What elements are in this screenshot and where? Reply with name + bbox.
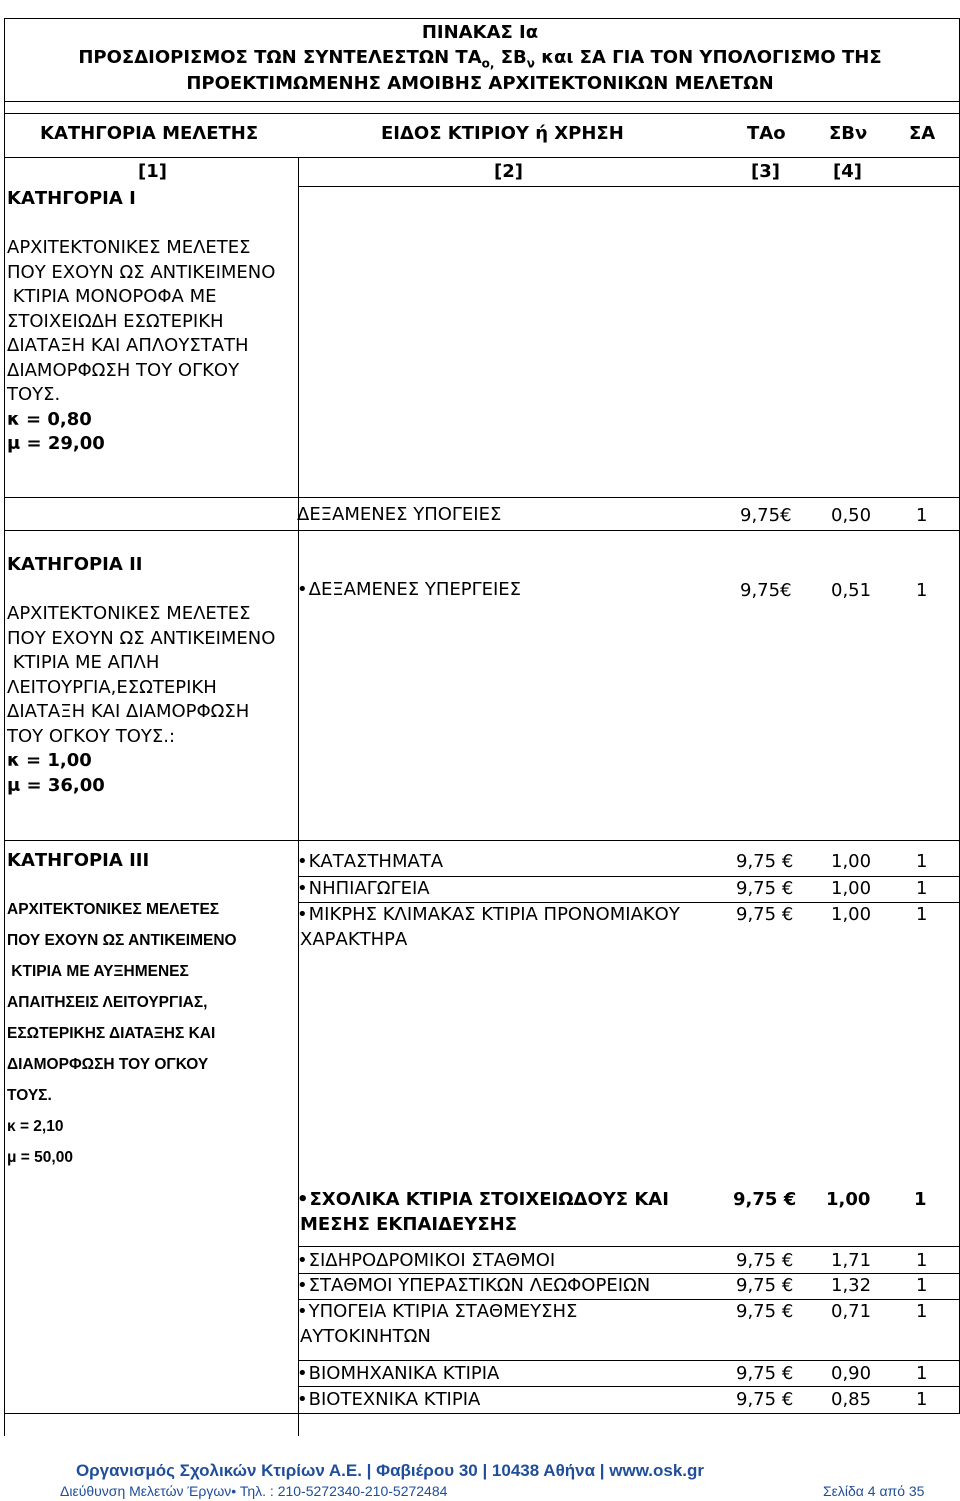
subtitle-part-c: και ΣΑ ΓΙΑ ΤΟΝ ΥΠΟΛΟΓΙΣΜΟ ΤΗΣ — [534, 47, 882, 68]
cat3-line: ΑΠΑΙΤΗΣΕΙΣ ΛΕΙΤΟΥΡΓΙΑΣ, — [7, 994, 208, 1011]
cat3-row-4-tao — [733, 1189, 796, 1210]
title-bottom-rule — [4, 101, 960, 102]
cat3-row-5-name: • ΣΙΔΗΡΟΔΡΟΜΙΚΟΙ ΣΤΑΘΜΟΙ — [297, 1249, 555, 1274]
row-name-line: ΧΑΡΑΚΤΗΡΑ — [300, 928, 408, 950]
euro-icon: € — [781, 1275, 794, 1296]
table-bottom-rule — [4, 1413, 960, 1414]
cat3-row-9-sbv: 0,85 — [831, 1389, 872, 1410]
cat3-title: ΚΑΤΗΓΟΡΙΑ ΙΙΙ — [7, 850, 150, 871]
cat3-row-6-tao — [736, 1275, 793, 1296]
table-top-border — [4, 18, 960, 19]
cat3-k: κ = 2,10 — [7, 1118, 64, 1135]
cat3-row-rule-3 — [298, 1246, 960, 1247]
cat3-row-7-sbv: 0,71 — [831, 1301, 872, 1322]
colnum-bottom-rule — [298, 186, 960, 187]
cat2-row1-rule — [4, 530, 960, 531]
cat2-description — [7, 602, 275, 798]
row-name-line: • ΣΧΟΛΙΚΑ ΚΤΙΡΙΑ ΣΤΟΙΧΕΙΩΔΟΥΣ ΚΑΙ — [297, 1188, 669, 1213]
header-category: ΚΑΤΗΓΟΡΙΑ ΜΕΛΕΤΗΣ — [40, 123, 259, 144]
euro-icon: € — [783, 1189, 797, 1210]
cat2-m: μ = 36,00 — [7, 774, 105, 796]
tao-value: 9,75 — [740, 580, 781, 601]
cat3-row-2-name: • ΝΗΠΙΑΓΩΓΕΙΑ — [297, 877, 430, 902]
cat3-row-2-tao — [736, 878, 793, 899]
cat2-row-2-sa: 1 — [916, 580, 928, 601]
cat3-row-4-sa: 1 — [914, 1189, 927, 1210]
cat3-row-8-sbv: 0,90 — [831, 1363, 872, 1384]
colnum-4: [4] — [833, 161, 862, 182]
tao-value: 9,75 — [740, 505, 781, 526]
cat3-row-3-sa: 1 — [916, 904, 928, 925]
tao-value: 9,75 — [736, 851, 777, 872]
cat3-line: ΠΟΥ ΕΧΟΥΝ ΩΣ ΑΝΤΙΚΕΙΜΕΝΟ — [7, 932, 237, 949]
cat3-row-5-sa: 1 — [916, 1250, 928, 1271]
cat3-row-7-tao — [736, 1301, 793, 1322]
row-name-line: ΑΥΤΟΚΙΝΗΤΩΝ — [300, 1325, 431, 1347]
table-title: ΠΙΝΑΚΑΣ Ια — [421, 22, 539, 43]
tao-value: 9,75 — [736, 878, 777, 899]
cat3-row-5-sbv: 1,71 — [831, 1250, 872, 1271]
cat3-row-3-tao — [736, 904, 793, 925]
header-bottom-rule — [4, 157, 960, 158]
row-name-line: • ΜΙΚΡΗΣ ΚΛΙΜΑΚΑΣ ΚΤΙΡΙΑ ΠΡΟΝΟΜΙΑΚΟΥ — [297, 903, 680, 928]
table-left-border — [4, 18, 5, 1436]
cat1-m: μ = 29,00 — [7, 433, 105, 454]
cat1-k: κ = 0,80 — [7, 408, 92, 430]
subtitle-part-b: ΣΒ — [494, 47, 527, 68]
cat3-row-1-name: • ΚΑΤΑΣΤΗΜΑΤΑ — [297, 850, 443, 875]
table-subtitle-line3: ΠΡΟΕΚΤΙΜΩΜΕΝΗΣ ΑΜΟΙΒΗΣ ΑΡΧΙΤΕΚΤΟΝΙΚΩΝ ΜΕΛΕΤΩΝ — [186, 73, 774, 94]
cat2-row-2-sbv: 0,51 — [831, 580, 872, 601]
cat3-row-6-sbv: 1,32 — [831, 1275, 872, 1296]
cat3-line: ΚΤΙΡΙΑ ΜΕ ΑΥΞΗΜΕΝΕΣ — [7, 963, 189, 980]
tao-value: 9,75 — [736, 1301, 777, 1322]
cat2-line: ΤΟΥ ΟΓΚΟΥ ΤΟΥΣ.: — [7, 725, 176, 747]
cat1-line: ΔΙΑΜΟΡΦΩΣΗ ΤΟΥ ΟΓΚΟΥ — [7, 359, 240, 381]
cat3-row-6-name: • ΣΤΑΘΜΟΙ ΥΠΕΡΑΣΤΙΚΩΝ ΛΕΩΦΟΡΕΙΩΝ — [297, 1274, 650, 1299]
header-tao: ΤΑο — [747, 123, 786, 144]
euro-icon: € — [781, 851, 794, 872]
cat3-row-5-tao — [736, 1250, 793, 1271]
cat2-row-1-tao — [740, 505, 792, 526]
row-name-line: ΜΕΣΗΣ ΕΚΠΑΙΔΕΥΣΗΣ — [300, 1213, 517, 1235]
cat3-description — [7, 894, 237, 1173]
cat1-line: ΤΟΥΣ. — [7, 384, 61, 405]
cat3-row-9-sa: 1 — [916, 1389, 928, 1410]
tao-value: 9,75 — [736, 1363, 777, 1384]
cat3-row-1-sbv: 1,00 — [831, 851, 872, 872]
euro-icon: € — [781, 1389, 794, 1410]
footer-page-number: Σελίδα 4 από 35 — [823, 1483, 925, 1499]
cat1-line: ΑΡΧΙΤΕΚΤΟΝΙΚΕΣ ΜΕΛΕΤΕΣ — [7, 237, 251, 258]
cat2-bottom-rule — [4, 840, 960, 841]
euro-icon: € — [780, 580, 792, 601]
cat3-row-9-tao — [736, 1389, 793, 1410]
cat2-row-1-name: ΔΕΞΑΜΕΝΕΣ ΥΠΟΓΕΙΕΣ — [297, 504, 502, 525]
footer-department: Διεύθυνση Μελετών Έργων• Τηλ. : 210-5272340-210-5272484 — [60, 1483, 448, 1499]
cat1-line: ΚΤΙΡΙΑ ΜΟΝΟΡΟΦΑ ΜΕ — [7, 286, 217, 307]
cat2-line: ΛΕΙΤΟΥΡΓΙΑ,ΕΣΩΤΕΡΙΚΗ — [7, 676, 217, 698]
cat2-title: ΚΑΤΗΓΟΡΙΑ ΙΙ — [7, 554, 143, 575]
cat1-bottom-rule — [4, 497, 960, 498]
cat3-line: ΤΟΥΣ. — [7, 1087, 52, 1104]
header-sa: ΣΑ — [909, 123, 936, 144]
cat3-row-rule-6 — [298, 1360, 960, 1361]
euro-icon: € — [781, 1250, 794, 1271]
euro-icon: € — [781, 904, 794, 925]
cat1-title: ΚΑΤΗΓΟΡΙΑ Ι — [7, 188, 136, 209]
cat3-line: ΑΡΧΙΤΕΚΤΟΝΙΚΕΣ ΜΕΛΕΤΕΣ — [7, 901, 220, 918]
cat2-row-2-tao — [740, 580, 792, 601]
cat1-description — [7, 236, 275, 457]
column-divider — [298, 157, 299, 1436]
cat3-row-8-sa: 1 — [916, 1363, 928, 1384]
cat3-row-8-tao — [736, 1363, 793, 1384]
cat3-row-1-tao — [736, 851, 793, 872]
footer-organization: Οργανισμός Σχολικών Κτιρίων Α.Ε. | Φαβιέρου 30 | 10438 Αθήνα | www.osk.gr — [75, 1461, 705, 1480]
colnum-3: [3] — [751, 161, 780, 182]
tao-value: 9,75 — [736, 1250, 777, 1271]
tao-value: 9,75 — [736, 1389, 777, 1410]
cat2-row-1-sbv: 0,50 — [831, 505, 872, 526]
subscript-v: ν — [526, 56, 535, 71]
cat2-row-2-name: • ΔΕΞΑΜΕΝΕΣ ΥΠΕΡΓΕΙΕΣ — [297, 578, 521, 603]
cat2-line: ΔΙΑΤΑΞΗ ΚΑΙ ΔΙΑΜΟΡΦΩΣΗ — [7, 701, 250, 722]
cat3-line: ΕΣΩΤΕΡΙΚΗΣ ΔΙΑΤΑΞΗΣ ΚΑΙ — [7, 1025, 216, 1042]
subscript-o: ο, — [481, 56, 495, 71]
euro-icon: € — [781, 1363, 794, 1384]
cat1-line: ΔΙΑΤΑΞΗ ΚΑΙ ΑΠΛΟΥΣΤΑΤΗ — [7, 335, 249, 356]
cat3-row-9-name: • ΒΙΟΤΕΧΝΙΚΑ ΚΤΙΡΙΑ — [297, 1388, 480, 1413]
tao-value: 9,75 — [736, 1275, 777, 1296]
cat3-row-7-name — [297, 1300, 577, 1349]
cat3-row-4-sbv: 1,00 — [826, 1189, 871, 1210]
cat2-line: ΑΡΧΙΤΕΚΤΟΝΙΚΕΣ ΜΕΛΕΤΕΣ — [7, 603, 251, 624]
header-building: ΕΙΔΟΣ ΚΤΙΡΙΟΥ ή ΧΡΗΣΗ — [381, 123, 624, 144]
cat3-row-3-sbv: 1,00 — [831, 904, 872, 925]
subtitle-part-a: ΠΡΟΣΔΙΟΡΙΣΜΟΣ ΤΩΝ ΣΥΝΤΕΛΕΣΤΩΝ ΤΑ — [78, 47, 482, 68]
cat3-row-1-sa: 1 — [916, 851, 928, 872]
row-name-line: • ΥΠΟΓΕΙΑ ΚΤΙΡΙΑ ΣΤΑΘΜΕΥΣΗΣ — [297, 1300, 577, 1325]
cat3-row-2-sa: 1 — [916, 878, 928, 899]
colnum-2: [2] — [494, 161, 523, 182]
cat1-line: ΠΟΥ ΕΧΟΥΝ ΩΣ ΑΝΤΙΚΕΙΜΕΝΟ — [7, 261, 276, 283]
row-rule — [4, 113, 960, 114]
tao-value: 9,75 — [733, 1189, 778, 1210]
cat2-row-1-sa: 1 — [916, 505, 928, 526]
cat3-m: μ = 50,00 — [7, 1149, 73, 1166]
table-subtitle — [0, 47, 960, 71]
tao-value: 9,75 — [736, 904, 777, 925]
cat1-line: ΣΤΟΙΧΕΙΩΔΗ ΕΣΩΤΕΡΙΚΗ — [7, 310, 224, 332]
cat3-row-8-name: • ΒΙΟΜΗΧΑΝΙΚΑ ΚΤΙΡΙΑ — [297, 1362, 499, 1387]
cat3-row-2-sbv: 1,00 — [831, 878, 872, 899]
header-sbv: ΣΒν — [829, 123, 868, 144]
cat2-line: ΠΟΥ ΕΧΟΥΝ ΩΣ ΑΝΤΙΚΕΙΜΕΝΟ — [7, 627, 276, 649]
euro-icon: € — [781, 1301, 794, 1322]
cat3-row-4-name — [297, 1188, 669, 1237]
euro-icon: € — [780, 505, 792, 526]
cat2-line: ΚΤΙΡΙΑ ΜΕ ΑΠΛΗ — [7, 652, 160, 673]
cat3-line: ΔΙΑΜΟΡΦΩΣΗ ΤΟΥ ΟΓΚΟΥ — [7, 1056, 209, 1073]
cat2-k: κ = 1,00 — [7, 750, 92, 771]
colnum-1: [1] — [138, 161, 167, 182]
euro-icon: € — [781, 878, 794, 899]
cat3-row-7-sa: 1 — [916, 1301, 928, 1322]
cat3-row-3-name — [297, 903, 680, 952]
cat3-row-6-sa: 1 — [916, 1275, 928, 1296]
